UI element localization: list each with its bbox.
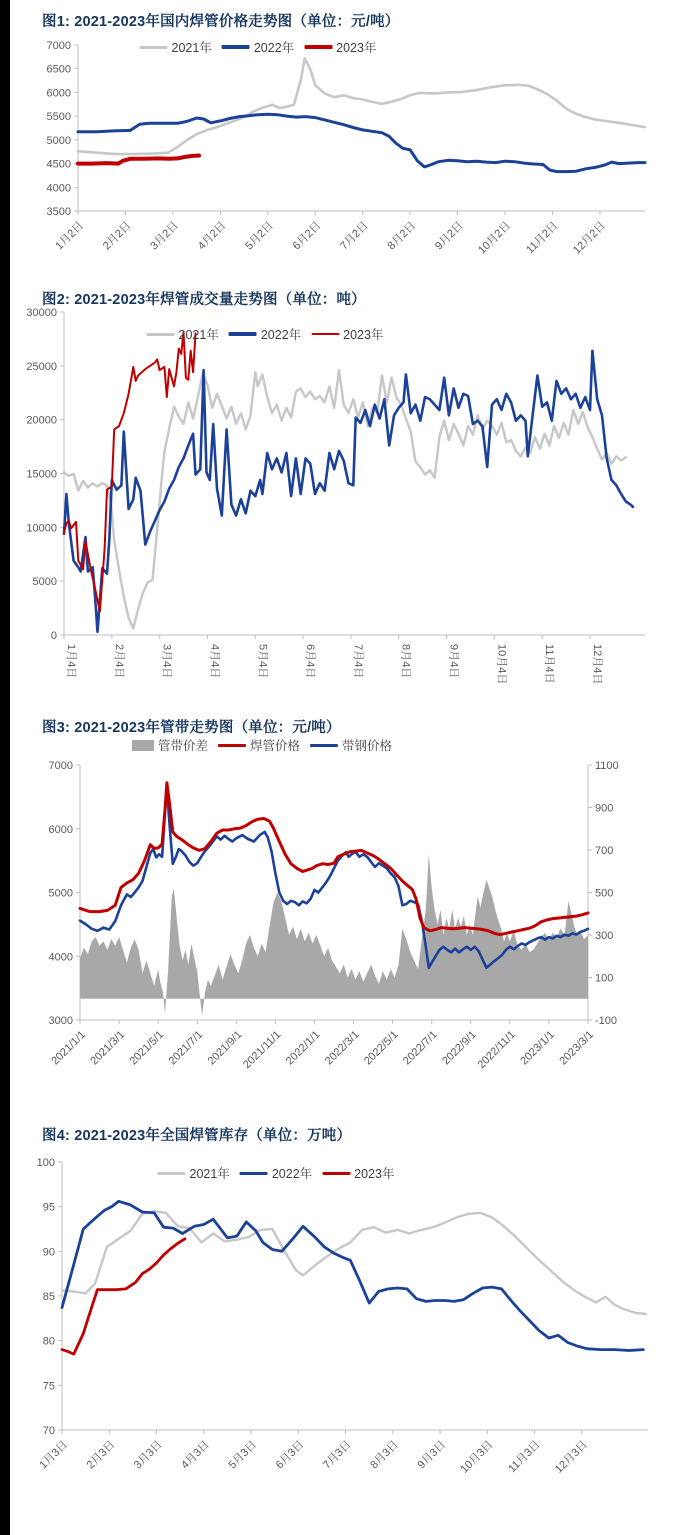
legend-label: 2023年 <box>343 328 384 342</box>
x-tick-label: 6月2日 <box>290 219 324 253</box>
x-tick-label: 9月4日 <box>447 644 460 679</box>
x-tick-label: 2月4日 <box>112 644 125 679</box>
y-tick-label: 90 <box>42 1246 55 1259</box>
x-tick-label: 5月4日 <box>256 644 269 679</box>
y-tick-label: 0 <box>50 630 57 642</box>
legend-label: 2021年 <box>178 328 219 342</box>
y-tick-label: 6000 <box>48 823 73 836</box>
x-tick-label: 2021/7/1 <box>166 1028 206 1068</box>
y2-tick-label: -100 <box>595 1015 618 1027</box>
chart-title: 图1: 2021-2023年国内焊管价格走势图（单位：元/吨） <box>42 14 400 30</box>
x-tick-label: 2022/11/1 <box>475 1028 518 1072</box>
x-tick-label: 3月3日 <box>131 1438 165 1472</box>
x-tick-label: 1月3日 <box>37 1438 71 1472</box>
y-tick-label: 5000 <box>48 887 73 900</box>
legend-label: 2021年 <box>189 1167 230 1181</box>
x-tick-label: 2022/9/1 <box>440 1028 479 1068</box>
y-tick-label: 85 <box>42 1291 55 1303</box>
x-tick-label: 7月3日 <box>320 1438 354 1472</box>
chart-canvas <box>0 1150 686 1535</box>
x-tick-label: 4月4日 <box>208 644 221 679</box>
x-tick-label: 12月4日 <box>591 644 604 685</box>
series-line-2023年 <box>78 156 199 164</box>
x-tick-label: 2021/5/1 <box>127 1028 167 1068</box>
legend-item <box>147 325 219 343</box>
legend-label: 2023年 <box>336 41 377 55</box>
x-tick-label: 2月2日 <box>100 219 134 253</box>
y2-tick-label: 100 <box>595 972 614 985</box>
legend-item <box>311 325 383 343</box>
chart-title: 图4: 2021-2023年全国焊管库存（单位：万吨） <box>42 1128 352 1144</box>
x-tick-label: 1月2日 <box>53 219 87 253</box>
legend-label: 2023年 <box>354 1167 395 1181</box>
legend-label: 2022年 <box>271 1167 313 1181</box>
figure-4 <box>0 1120 686 1535</box>
chart-legend <box>147 325 384 343</box>
y-tick-label: 25000 <box>26 360 57 373</box>
legend-item <box>158 1164 230 1182</box>
x-tick-label: 2022/7/1 <box>401 1028 440 1068</box>
y-tick-label: 80 <box>42 1335 55 1348</box>
legend-item <box>140 38 212 56</box>
legend-line-swatch <box>140 46 168 49</box>
legend-box-swatch <box>132 740 154 751</box>
x-tick-label: 8月3日 <box>368 1438 401 1472</box>
legend-item <box>229 325 301 343</box>
legend-line-swatch <box>222 45 250 49</box>
y-tick-label: 5500 <box>46 111 71 124</box>
x-tick-label: 11月3日 <box>506 1438 543 1476</box>
x-tick-label: 12月2日 <box>571 219 609 257</box>
figure-3 <box>0 710 686 1110</box>
x-tick-label: 11月2日 <box>524 219 561 257</box>
x-tick-label: 1月4日 <box>65 644 77 679</box>
x-tick-label: 4月2日 <box>195 219 229 253</box>
y-tick-label: 3000 <box>48 1015 73 1027</box>
legend-line-swatch <box>158 1172 186 1175</box>
x-tick-label: 5月2日 <box>243 219 276 253</box>
series-line-2022年 <box>78 114 645 171</box>
y2-tick-label: 900 <box>595 802 614 815</box>
y-tick-label: 30000 <box>26 307 57 319</box>
legend-label: 焊管价格 <box>249 739 301 753</box>
x-tick-label: 2021/9/1 <box>205 1028 245 1068</box>
legend-line-swatch <box>229 332 257 336</box>
y2-tick-label: 500 <box>595 887 614 900</box>
x-tick-label: 11月4日 <box>543 644 556 684</box>
y-tick-label: 100 <box>36 1157 55 1169</box>
chart-legend <box>132 736 392 754</box>
x-tick-label: 8月2日 <box>385 219 419 253</box>
legend-line-swatch <box>310 744 338 747</box>
y-tick-label: 7000 <box>48 760 73 772</box>
y-tick-label: 5000 <box>32 576 57 589</box>
x-tick-label: 5月3日 <box>226 1438 260 1472</box>
x-tick-label: 10月4日 <box>495 644 508 685</box>
y2-tick-label: 300 <box>595 930 614 942</box>
x-tick-label: 2021/3/1 <box>88 1028 128 1068</box>
legend-label: 2022年 <box>253 41 295 55</box>
x-tick-label: 2021/1/1 <box>49 1028 89 1068</box>
legend-item <box>222 38 294 56</box>
legend-item <box>304 38 376 56</box>
x-tick-label: 6月4日 <box>304 644 317 679</box>
legend-label: 带钢价格 <box>342 739 393 753</box>
chart-legend <box>140 38 377 56</box>
series-line-2021年 <box>62 1211 646 1314</box>
chart-title: 图3: 2021-2023年管带走势图（单位：元/吨） <box>42 720 341 736</box>
x-tick-label: 6月3日 <box>273 1438 307 1472</box>
y-tick-label: 75 <box>42 1380 55 1393</box>
series-line-2021年 <box>64 370 626 628</box>
y-tick-label: 7000 <box>46 40 71 52</box>
legend-line-swatch <box>147 333 175 336</box>
x-tick-label: 10月2日 <box>476 219 514 257</box>
figure-2 <box>0 283 686 728</box>
y-tick-label: 5000 <box>46 134 71 147</box>
x-tick-label: 2022/5/1 <box>361 1028 401 1068</box>
legend-line-swatch <box>218 744 246 747</box>
y-tick-label: 15000 <box>26 468 57 481</box>
y-tick-label: 6500 <box>46 63 71 76</box>
y-tick-label: 4000 <box>46 182 71 195</box>
legend-item <box>240 1164 312 1182</box>
legend-item <box>218 736 300 754</box>
y-tick-label: 70 <box>42 1425 55 1437</box>
legend-line-swatch <box>304 45 332 49</box>
legend-item <box>322 1164 394 1182</box>
legend-line-swatch <box>322 1172 350 1175</box>
y-tick-label: 6000 <box>46 87 71 100</box>
x-tick-label: 2023/3/1 <box>557 1028 597 1068</box>
y-tick-label: 3500 <box>46 206 71 218</box>
series-area-管带价差 <box>80 854 588 1016</box>
chart-title: 图2: 2021-2023年焊管成交量走势图（单位：吨） <box>42 292 366 308</box>
x-tick-label: 7月4日 <box>351 644 364 679</box>
series-line-2021年 <box>78 58 645 154</box>
x-tick-label: 2月3日 <box>84 1438 118 1472</box>
x-tick-label: 8月4日 <box>399 644 412 679</box>
legend-label: 2021年 <box>171 41 212 55</box>
chart-canvas <box>0 36 686 284</box>
x-tick-label: 2023/1/1 <box>518 1028 558 1068</box>
x-tick-label: 10月3日 <box>458 1438 496 1476</box>
x-tick-label: 9月2日 <box>432 219 466 253</box>
legend-item <box>132 736 208 754</box>
x-tick-label: 4月3日 <box>179 1438 212 1472</box>
x-tick-label: 9月3日 <box>415 1438 449 1472</box>
legend-item <box>310 736 392 754</box>
y-tick-label: 4500 <box>46 158 71 171</box>
y-tick-label: 20000 <box>26 414 57 427</box>
y-tick-label: 95 <box>42 1201 55 1214</box>
chart-canvas <box>0 736 686 1116</box>
x-tick-label: 2021/11/1 <box>240 1028 284 1072</box>
x-tick-label: 12月3日 <box>552 1438 590 1476</box>
chart-legend <box>158 1164 395 1182</box>
legend-label: 2022年 <box>260 328 302 342</box>
legend-label: 管带价差 <box>157 739 208 753</box>
y2-tick-label: 700 <box>595 845 614 857</box>
x-tick-label: 7月2日 <box>338 219 371 253</box>
x-tick-label: 3月2日 <box>148 219 182 253</box>
y-tick-label: 4000 <box>48 951 73 964</box>
legend-line-swatch <box>240 1172 268 1175</box>
x-tick-label: 2022/3/1 <box>322 1028 362 1068</box>
figure-1 <box>0 8 686 284</box>
series-line-2022年 <box>64 351 633 632</box>
series-line-2023年 <box>62 1239 185 1354</box>
y2-tick-label: 1100 <box>595 760 619 772</box>
chart-canvas <box>0 307 686 727</box>
y-tick-label: 10000 <box>26 522 57 535</box>
x-tick-label: 2022/1/1 <box>283 1028 323 1068</box>
x-tick-label: 3月4日 <box>160 644 173 679</box>
legend-line-swatch <box>311 333 339 335</box>
